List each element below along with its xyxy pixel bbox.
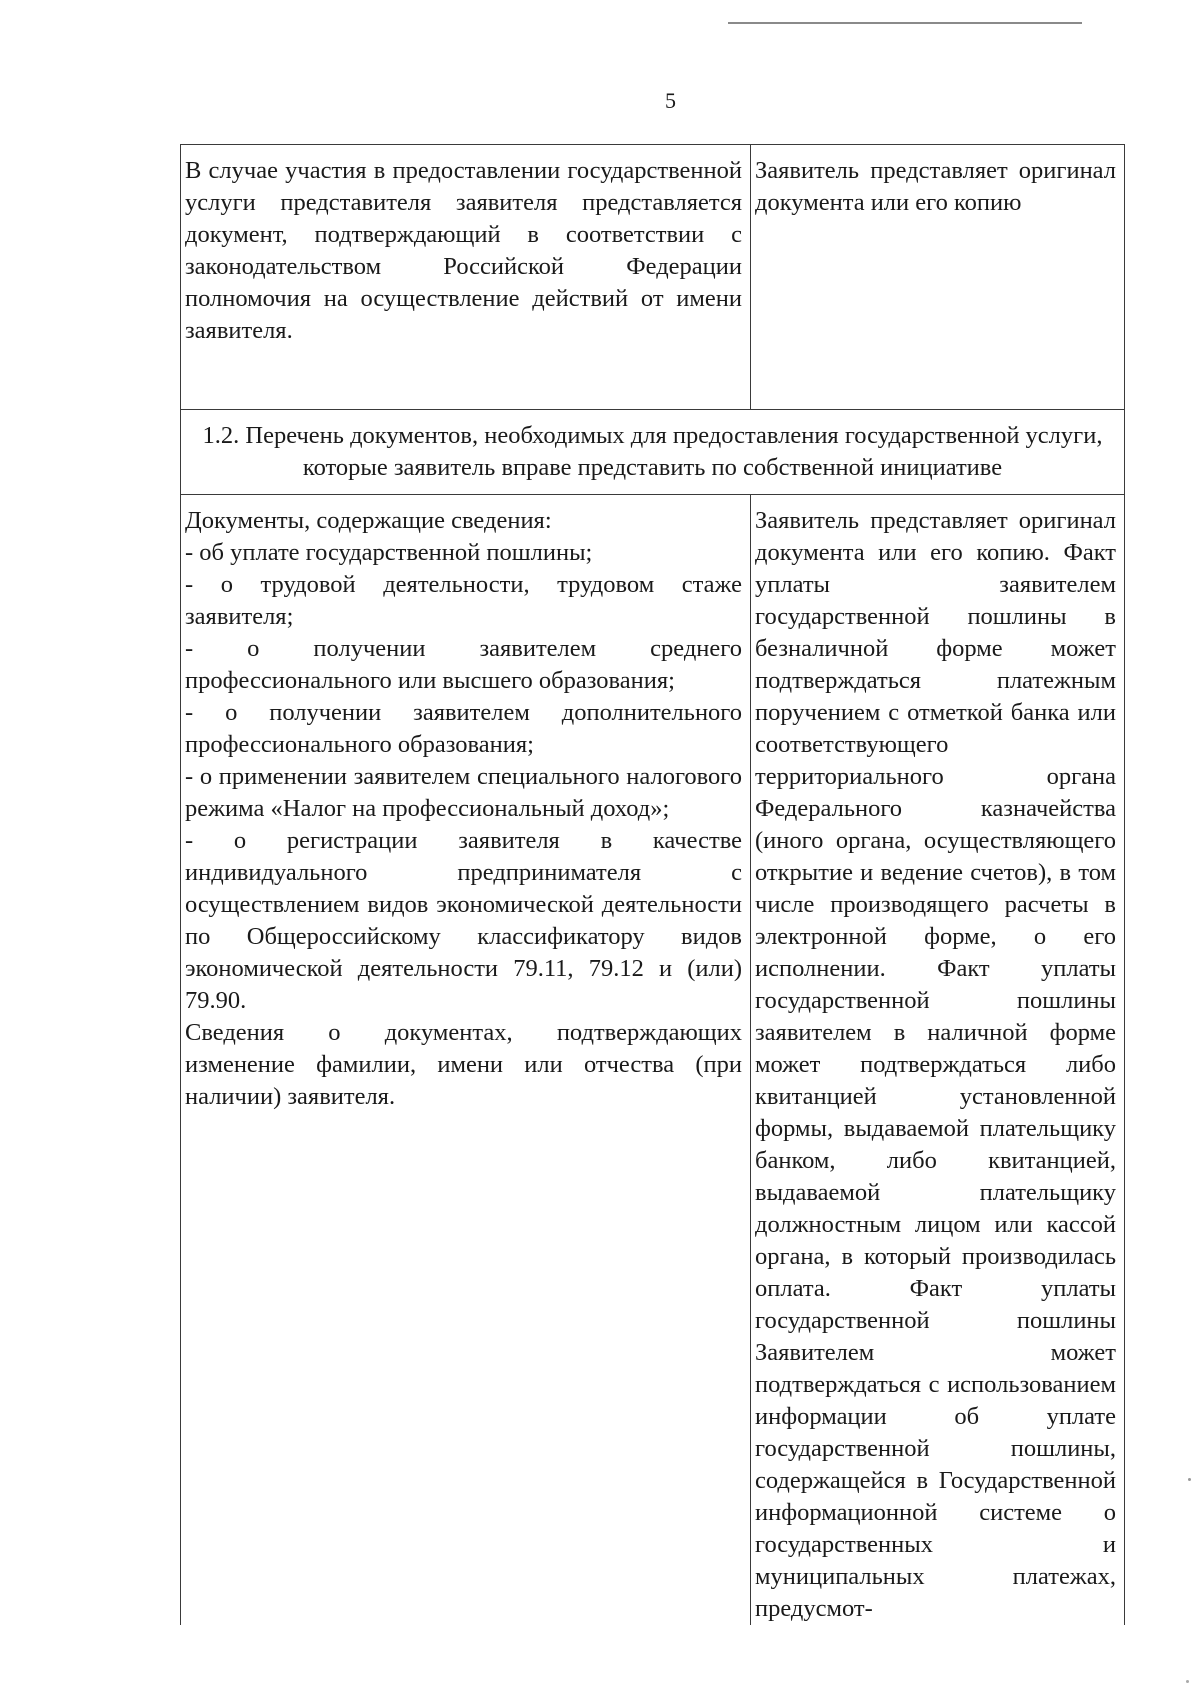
row3-left-cell: [181, 495, 751, 1626]
list-item: - о получении заявителем дополнительного профессионального образования;: [185, 699, 742, 758]
list-item: - о трудовой деятельности, трудовом стаже заявителя;: [185, 571, 742, 630]
section-heading: 1.2. Перечень документов, необходимых для предоставления государственной услуги, которые заявитель вправе представить по собственной инициативе: [181, 410, 1125, 495]
list-item: - о получении заявителем среднего профессионального или высшего образования;: [185, 635, 742, 694]
row1-left-cell: В случае участия в предоставлении государственной услуги представителя заявителя представляется документ, подтверждающий в соответствии с законодательством Российской Федерации полномочия на осуществление действий от имени заявителя.: [181, 145, 751, 410]
table-row: [181, 145, 1125, 410]
list-item: - об уплате государственной пошлины;: [185, 539, 593, 566]
name-change-documents: Сведения о документах, подтверждающих изменение фамилии, имени или отчества (при наличии) заявителя.: [185, 1019, 742, 1110]
scan-speck: [1188, 1478, 1191, 1481]
top-rule: [728, 22, 1082, 24]
page-number: 5: [665, 88, 676, 113]
table-row: [181, 495, 1125, 1626]
row1-right-cell: Заявитель представляет оригинал документа или его копию: [751, 145, 1125, 410]
table-row: [181, 410, 1125, 495]
documents-intro: Документы, содержащие сведения:: [185, 507, 552, 534]
document-table: [180, 144, 1125, 1625]
list-item: - о применении заявителем специального налогового режима «Налог на профессиональный доход»;: [185, 763, 742, 822]
list-item: - о регистрации заявителя в качестве индивидуального предпринимателя с осуществлением видов экономической деятельности по Общероссийскому классификатору видов экономической деятельности 79.11, 79.12 и (или) 79.90.: [185, 827, 742, 1014]
scan-speck: [1186, 1680, 1189, 1683]
row3-right-cell: Заявитель представляет оригинал документа или его копию. Факт уплаты заявителем государственной пошлины в безналичной форме может подтверждаться платежным поручением с отметкой банка или соответствующего территориального органа Федерального казначейства (иного органа, осуществляющего открытие и ведение счетов), в том числе производящего расчеты в электронной форме, о его исполнении. Факт уплаты государственной пошлины заявителем в наличной форме может подтверждаться либо квитанцией установленной формы, выдаваемой плательщику банком, либо квитанцией, выдаваемой плательщику должностным лицом или кассой органа, в который производилась оплата. Факт уплаты государственной пошлины Заявителем может подтверждаться с использованием информации об уплате государственной пошлины, содержащейся в Государственной информационной системе о государственных и муниципальных платежах, предусмот-: [751, 495, 1125, 1626]
